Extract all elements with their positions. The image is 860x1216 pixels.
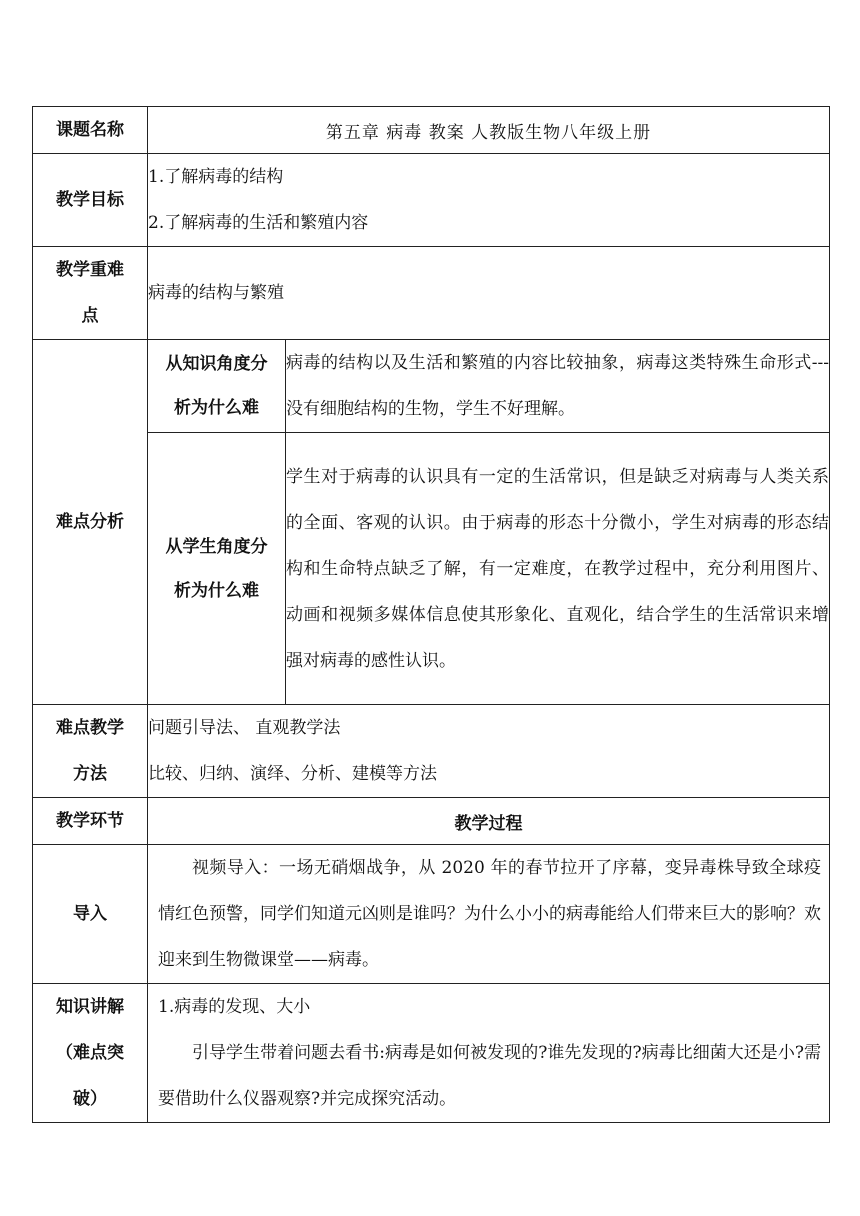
process-header-row [33, 798, 830, 845]
difficulty-knowledge-row [33, 340, 830, 433]
knowledge-content [148, 984, 830, 1123]
knowledge-label [33, 984, 148, 1123]
intro-label: 导入 [33, 845, 148, 984]
page-title: 第五章 病毒 教案 人教版生物八年级上册 [148, 107, 830, 154]
methods-label-line2: 方法 [73, 764, 107, 784]
knowledge-angle-content: 病毒的结构以及生活和繁殖的内容比较抽象，病毒这类特殊生命形式---没有细胞结构的生物，学生不好理解。 [286, 340, 830, 433]
key-points-label-line2: 点 [81, 306, 99, 326]
objectives-content [148, 154, 830, 247]
methods-line1: 问题引导法、 直观教学法 [148, 718, 341, 738]
knowledge-angle-label-line1: 从知识角度分 [165, 354, 268, 374]
process-header-title: 教学过程 [148, 798, 830, 845]
knowledge-heading: 1.病毒的发现、大小 [158, 997, 311, 1017]
objectives-row [33, 154, 830, 247]
knowledge-label-line1: 知识讲解 [56, 997, 124, 1017]
intro-row [33, 845, 830, 984]
knowledge-angle-label [148, 340, 286, 433]
student-angle-label-line1: 从学生角度分 [165, 536, 268, 557]
methods-content [148, 705, 830, 798]
knowledge-label-line2: （难点突 [56, 1043, 124, 1063]
key-points-label-line1: 教学重难 [56, 260, 124, 280]
methods-label [33, 705, 148, 798]
key-points-content: 病毒的结构与繁殖 [148, 247, 830, 340]
knowledge-label-line3: 破） [73, 1089, 107, 1109]
process-header-label: 教学环节 [33, 798, 148, 845]
objectives-label: 教学目标 [33, 154, 148, 247]
methods-line2: 比较、归纳、演绎、分析、建模等方法 [148, 764, 437, 784]
methods-label-line1: 难点教学 [56, 718, 124, 738]
intro-content: 视频导入：一场无硝烟战争，从 2020 年的春节拉开了序幕，变异毒株导致全球疫情红色预警，同学们知道元凶则是谁吗？为什么小小的病毒能给人们带来巨大的影响？欢迎来到生物微课堂——病毒。 [148, 845, 830, 984]
objective-item: 2.了解病毒的生活和繁殖内容 [148, 213, 369, 233]
student-angle-label [148, 433, 286, 705]
objective-item: 1.了解病毒的结构 [148, 167, 284, 187]
student-angle-content: 学生对于病毒的认识具有一定的生活常识，但是缺乏对病毒与人类关系的全面、客观的认识。由于病毒的形态十分微小，学生对病毒的形态结构和生命特点缺乏了解，有一定难度，在教学过程中，充分利用图片、动画和视频多媒体信息使其形象化、直观化，结合学生的生活常识来增强对病毒的感性认识。 [286, 433, 830, 705]
knowledge-text: 引导学生带着问题去看书:病毒是如何被发现的?谁先发现的?病毒比细菌大还是小?需要借助什么仪器观察?并完成探究活动。 [158, 1043, 821, 1109]
difficulty-label: 难点分析 [33, 340, 148, 705]
student-angle-label-line2: 析为什么难 [174, 580, 259, 601]
knowledge-row [33, 984, 830, 1123]
knowledge-angle-label-line2: 析为什么难 [174, 398, 259, 418]
key-points-label [33, 247, 148, 340]
lesson-plan-table [32, 106, 830, 1123]
title-row-label: 课题名称 [33, 107, 148, 154]
title-row [33, 107, 830, 154]
methods-row [33, 705, 830, 798]
key-points-row [33, 247, 830, 340]
difficulty-student-row [33, 433, 830, 705]
